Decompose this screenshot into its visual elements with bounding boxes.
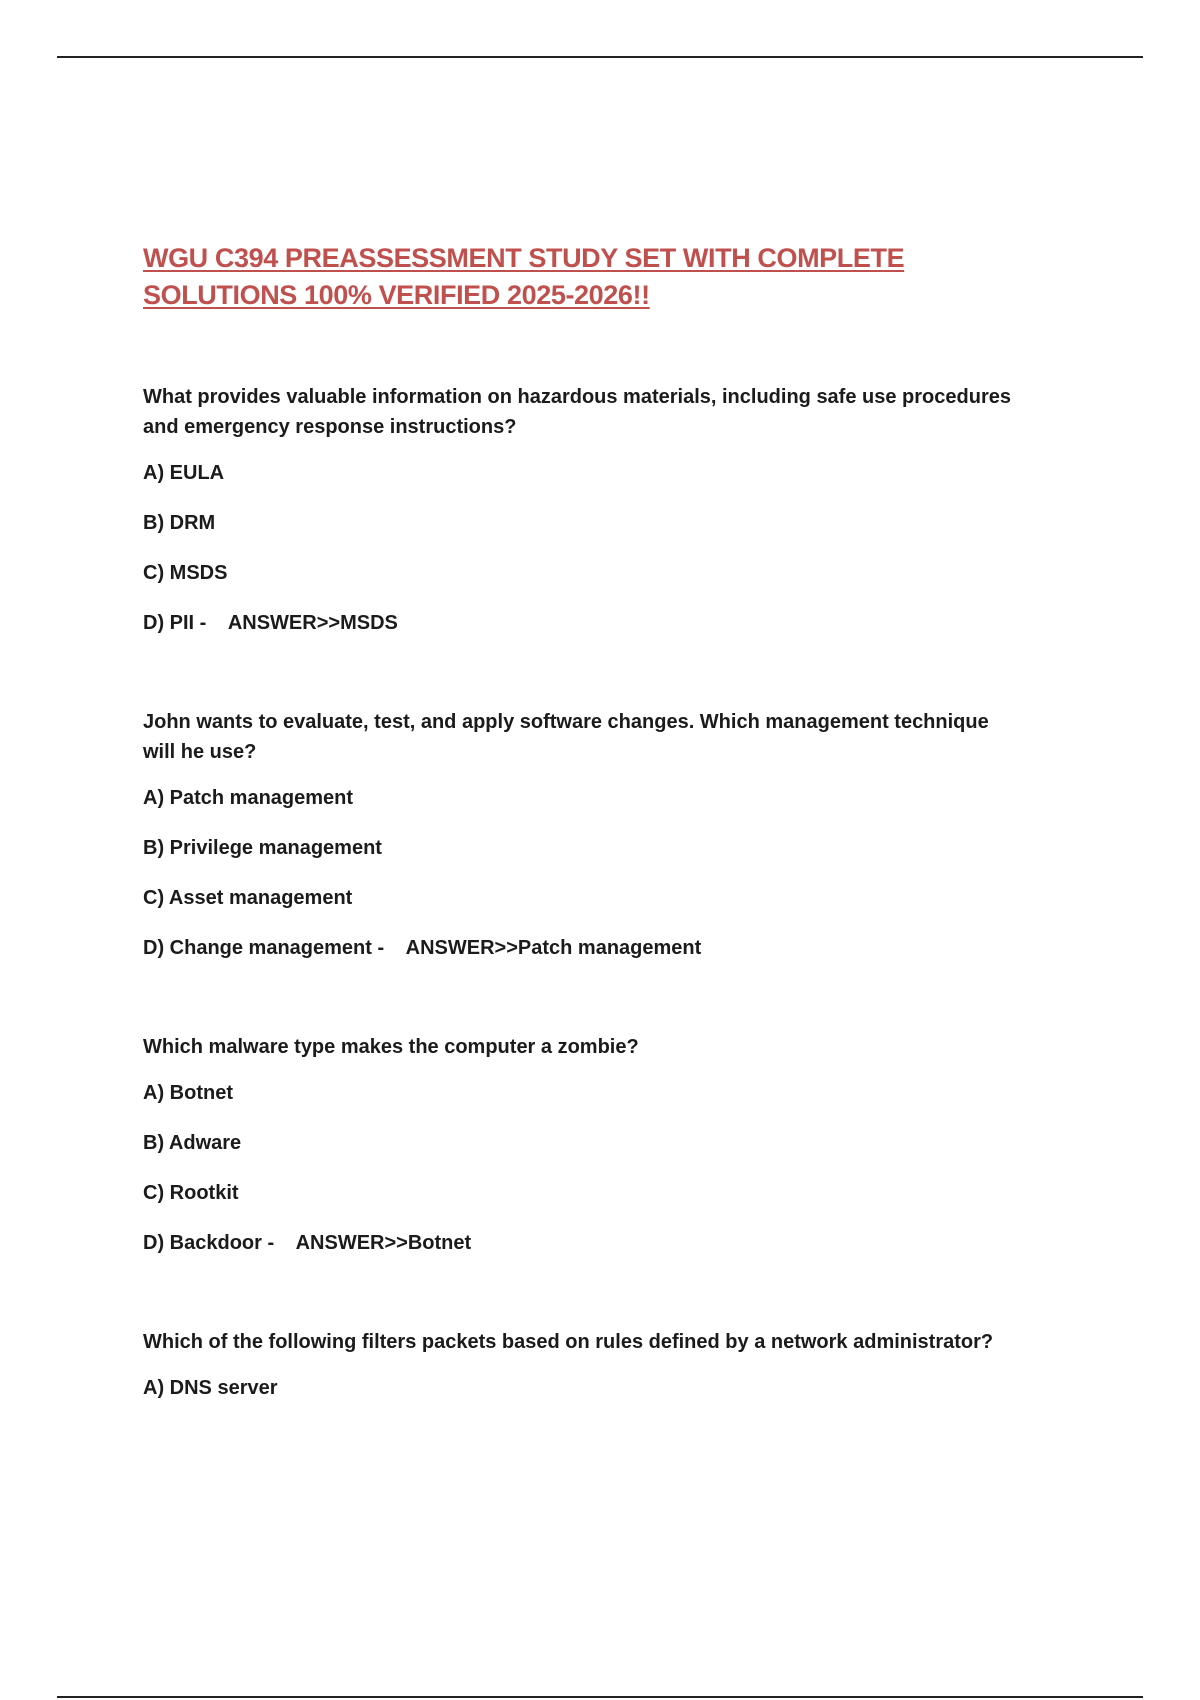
option-a: A) DNS server [143, 1377, 278, 1399]
option-c: C) Asset management [143, 887, 353, 909]
question-list [143, 382, 1023, 1402]
question-text: John wants to evaluate, test, and apply software changes. Which management technique will he use? [143, 711, 989, 763]
document-title: WGU C394 PREASSESSMENT STUDY SET WITH COMPLETE SOLUTIONS 100% VERIFIED 2025-2026!! [143, 243, 905, 310]
option-c: C) Rootkit [143, 1182, 239, 1204]
question-text: Which malware type makes the computer a zombie? [143, 1036, 639, 1058]
option-a: A) Botnet [143, 1082, 233, 1104]
option-a: A) EULA [143, 462, 225, 484]
question-block [143, 382, 1023, 637]
option-d-with-answer [143, 934, 1023, 962]
option-d: D) PII - [143, 612, 207, 634]
option-d: D) Change management - [143, 937, 385, 959]
option-b: B) Privilege management [143, 837, 382, 859]
answer-text: ANSWER>>MSDS [227, 612, 398, 634]
answer-text: ANSWER>>Patch management [405, 937, 702, 959]
question-block [143, 1327, 1023, 1402]
question-block [143, 707, 1023, 962]
footer-rule [57, 1696, 1143, 1698]
option-d-with-answer [143, 609, 1023, 637]
answer-text: ANSWER>>Botnet [295, 1232, 472, 1254]
question-block [143, 1032, 1023, 1257]
header-rule [57, 56, 1143, 58]
document-body [143, 240, 1023, 1402]
option-a: A) Patch management [143, 787, 354, 809]
question-text: Which of the following filters packets based on rules defined by a network administrator? [143, 1331, 994, 1353]
option-d-with-answer [143, 1229, 1023, 1257]
question-text: What provides valuable information on hazardous materials, including safe use procedures and emergency response instructions? [143, 386, 1011, 438]
option-d: D) Backdoor - [143, 1232, 275, 1254]
option-b: B) DRM [143, 512, 216, 534]
option-c: C) MSDS [143, 562, 228, 584]
option-b: B) Adware [143, 1132, 242, 1154]
